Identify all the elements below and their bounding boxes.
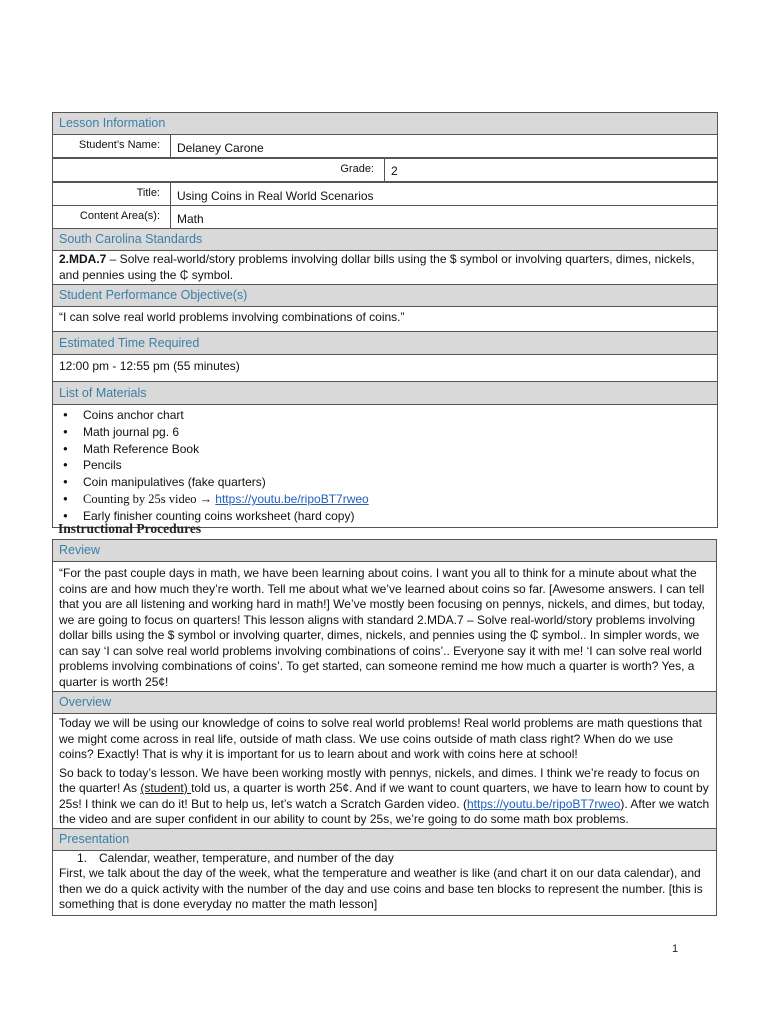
overview-text-a: So back to today’s lesson. We have been working mostly with pennys, nickels, and dimes. I think we’re ready to focus on the quarter! As <box>59 765 700 795</box>
lesson-plan-table <box>52 112 717 528</box>
presentation-list-item <box>59 851 710 867</box>
page-number: 1 <box>672 943 679 955</box>
material-item: ● Early finisher counting coins worksheet (hard copy) <box>83 509 717 526</box>
material-item-video <box>83 492 717 509</box>
presentation-item-text: Calendar, weather, temperature, and number of the day <box>99 850 394 865</box>
overview-paragraph-1: Today we will be using our knowledge of coins to solve real world problems! Real world problems are math questions that we might come across in real life, outside of math class. We use coins outside of math class right? When do we use coins? Exactly! That is why it is important for us to learn about and work with coins here at school! <box>59 716 702 761</box>
time-text: 12:00 pm - 12:55 pm (55 minutes) <box>53 355 718 382</box>
title-value: Using Coins in Real World Scenarios <box>171 183 718 206</box>
lesson-info-header: Lesson Information <box>53 113 718 135</box>
overview-video-link[interactable]: https://youtu.be/ripoBT7rweo <box>467 796 621 811</box>
grade-value: 2 <box>385 159 718 182</box>
standard-text: – Solve real-world/story problems involving dollar bills using the $ symbol or involving quarters, dimes, nickels, and pennies using the ₵ symbol. <box>59 252 695 282</box>
overview-header: Overview <box>53 692 717 714</box>
standards-body <box>53 251 718 285</box>
objective-header: Student Performance Objective(s) <box>53 285 718 307</box>
material-item: ● Math journal pg. 6 <box>83 425 717 442</box>
standards-header: South Carolina Standards <box>53 229 718 251</box>
presentation-text: First, we talk about the day of the week, what the temperature and weather is like (and chart it on our data calendar), and then we do a quick activity with the number of the day and use coins and base ten blocks to represent the number. [this is something that is done everyday no matter the math lesson] <box>59 866 703 911</box>
student-name-label: Student’s Name: <box>53 135 171 158</box>
standard-code: 2.MDA.7 <box>59 252 107 266</box>
objective-text: “I can solve real world problems involving combinations of coins.” <box>53 307 718 332</box>
overview-text-b: told us, a quarter is worth 25¢. And if we want to count quarters, we have to learn how to count by 25s! I think we can do it! But to help us, let’s watch a Scratch Garden video. ( <box>59 781 709 811</box>
video-link[interactable]: https://youtu.be/ripoBT7rweo <box>215 491 369 506</box>
materials-list <box>53 405 717 527</box>
material-item: ● Math Reference Book <box>83 442 717 459</box>
material-item: ● Coins anchor chart <box>83 408 717 425</box>
presentation-body <box>53 850 717 915</box>
instructional-procedures-title: Instructional Procedures <box>58 521 202 536</box>
procedures-table <box>52 539 717 916</box>
review-header: Review <box>53 540 717 562</box>
time-header: Estimated Time Required <box>53 332 718 355</box>
student-placeholder: (student) <box>140 781 192 795</box>
video-item-prefix: Counting by 25s video → <box>83 491 216 506</box>
student-name-value: Delaney Carone <box>171 135 718 158</box>
material-item: ● Coin manipulatives (fake quarters) <box>83 475 717 492</box>
review-text: “For the past couple days in math, we have been learning about coins. I want you all to think for a minute about what the coins are and how much they’re worth. Tell me about what we’ve learned about coins so far. [Awesome answers. I can tell that you are all listening and working hard in math!] We’ve mostly been focusing on pennys, nickels, and dimes, but today, we are going to focus on quarters! This lesson aligns with standard 2.MDA.7 – Solve real-world/story problems involving dollar bills using the $ symbol or involving quarter, dimes, nickels, and pennies using the ₵ symbol.. In simpler words, we can say ‘I can solve real world problems involving combinations of coins’.. Everyone say it with me! ‘I can solve real world problems involving combinations of coins’. To get started, can someone remind me how much a quarter is worth? Yes, a quarter is worth 25¢! <box>53 562 717 692</box>
overview-paragraph-2 <box>59 766 710 828</box>
presentation-header: Presentation <box>53 828 717 850</box>
grade-label: Grade: <box>53 159 385 182</box>
materials-header: List of Materials <box>53 382 718 405</box>
overview-text-c: ). After we watch the video and are super confident in our ability to count by 25s, we’re going to do some math box problems. <box>59 796 710 826</box>
content-area-value: Math <box>171 206 718 229</box>
title-label: Title: <box>53 183 171 206</box>
materials-list-cell <box>53 405 718 528</box>
material-item: ● Pencils <box>83 458 717 475</box>
presentation-item-number: 1. <box>76 850 87 865</box>
overview-body <box>53 714 717 829</box>
content-area-label: Content Area(s): <box>53 206 171 229</box>
